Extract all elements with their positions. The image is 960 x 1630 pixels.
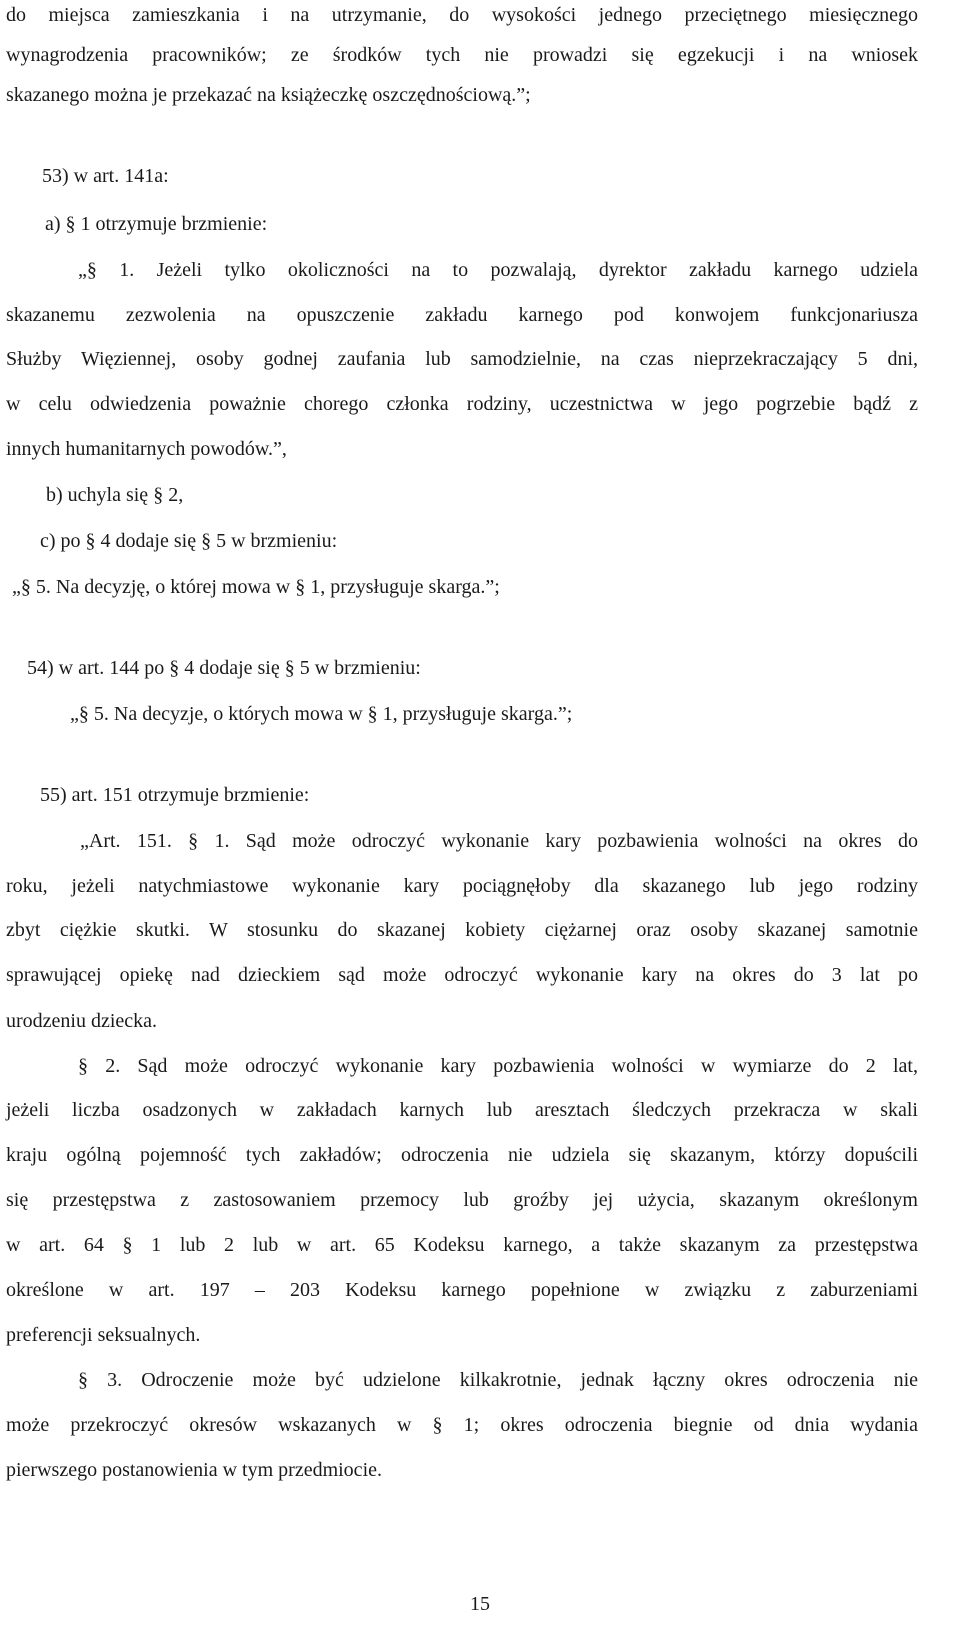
page-number: 15	[470, 1593, 490, 1615]
text-line: „§ 5. Na decyzje, o których mowa w § 1, przysługuje skarga.”;	[70, 703, 573, 725]
text-line: w art. 64 § 1 lub 2 lub w art. 65 Kodeksu karnego, a także skazanym za przestępstwa	[6, 1234, 918, 1256]
list-item-heading: 54) w art. 144 po § 4 dodaje się § 5 w brzmieniu:	[27, 657, 421, 679]
list-subitem: b) uchyla się § 2,	[46, 484, 184, 506]
list-item-heading: 55) art. 151 otrzymuje brzmienie:	[40, 784, 310, 806]
text-line: „Art. 151. § 1. Sąd może odroczyć wykonanie kary pozbawienia wolności na okres do	[80, 830, 918, 852]
text-line: jeżeli liczba osadzonych w zakładach karnych lub aresztach śledczych przekracza w skali	[6, 1099, 918, 1121]
text-line: urodzeniu dziecka.	[6, 1010, 158, 1032]
text-line: § 3. Odroczenie może być udzielone kilkakrotnie, jednak łączny okres odroczenia nie	[78, 1369, 918, 1391]
text-line: określone w art. 197 – 203 Kodeksu karnego popełnione w związku z zaburzeniami	[6, 1279, 918, 1301]
text-line: sprawującej opiekę nad dzieckiem sąd może odroczyć wykonanie kary na okres do 3 lat po	[6, 964, 918, 986]
text-line: Służby Więziennej, osoby godnej zaufania lub samodzielnie, na czas nieprzekraczający 5 dni,	[6, 348, 918, 370]
text-line: może przekroczyć okresów wskazanych w § 1; okres odroczenia biegnie od dnia wydania	[6, 1414, 918, 1436]
text-line: „§ 5. Na decyzję, o której mowa w § 1, przysługuje skarga.”;	[12, 576, 500, 598]
list-subitem: a) § 1 otrzymuje brzmienie:	[45, 213, 268, 235]
text-line: w celu odwiedzenia poważnie chorego członka rodziny, uczestnictwa w jego pogrzebie bądź z	[6, 393, 918, 415]
text-line: „§ 1. Jeżeli tylko okoliczności na to pozwalają, dyrektor zakładu karnego udziela	[78, 259, 918, 281]
text-line: roku, jeżeli natychmiastowe wykonanie kary pociągnęłoby dla skazanego lub jego rodziny	[6, 875, 918, 897]
text-line: się przestępstwa z zastosowaniem przemocy lub groźby jej użycia, skazanym określonym	[6, 1189, 918, 1211]
text-line: § 2. Sąd może odroczyć wykonanie kary pozbawienia wolności w wymiarze do 2 lat,	[78, 1055, 918, 1077]
text-line: kraju ogólną pojemność tych zakładów; odroczenia nie udziela się skazanym, którzy dopuścili	[6, 1144, 918, 1166]
text-line: pierwszego postanowienia w tym przedmiocie.	[6, 1459, 382, 1481]
text-line: wynagrodzenia pracowników; ze środków tych nie prowadzi się egzekucji i na wniosek	[6, 44, 918, 66]
text-line: innych humanitarnych powodów.”,	[6, 438, 287, 460]
text-line: preferencji seksualnych.	[6, 1324, 201, 1346]
text-line: skazanego można je przekazać na książeczkę oszczędnościową.”;	[6, 84, 531, 106]
list-item-heading: 53) w art. 141a:	[42, 165, 169, 187]
text-line: zbyt ciężkie skutki. W stosunku do skazanej kobiety ciężarnej oraz osoby skazanej samotnie	[6, 919, 918, 941]
list-subitem: c) po § 4 dodaje się § 5 w brzmieniu:	[40, 530, 338, 552]
text-line: skazanemu zezwolenia na opuszczenie zakładu karnego pod konwojem funkcjonariusza	[6, 304, 918, 326]
text-line: do miejsca zamieszkania i na utrzymanie, do wysokości jednego przeciętnego miesięcznego	[6, 4, 918, 26]
